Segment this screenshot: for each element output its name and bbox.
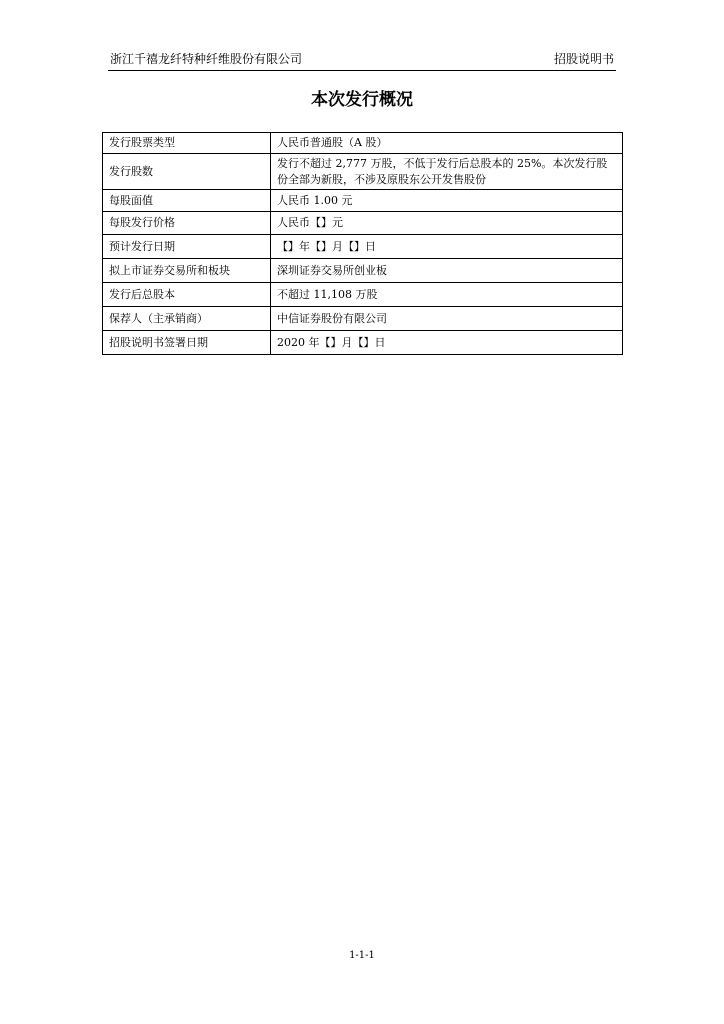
row-label: 每股发行价格 — [103, 212, 271, 235]
row-value: 人民币 1.00 元 — [271, 190, 623, 212]
row-value: 【】年【】月【】日 — [271, 235, 623, 259]
row-value: 深圳证券交易所创业板 — [271, 259, 623, 283]
page-title: 本次发行概况 — [311, 90, 413, 110]
row-label: 拟上市证券交易所和板块 — [103, 259, 271, 283]
header-document-type: 招股说明书 — [553, 52, 614, 66]
row-value: 人民币【】元 — [271, 212, 623, 235]
row-value: 人民币普通股（A 股） — [271, 133, 623, 154]
table-row — [103, 307, 623, 331]
page-header — [108, 50, 616, 71]
row-label: 保荐人（主承销商） — [103, 307, 271, 331]
row-value: 2020 年【】月【】日 — [271, 331, 623, 355]
table-row — [103, 235, 623, 259]
table-row — [103, 190, 623, 212]
row-label: 预计发行日期 — [103, 235, 271, 259]
row-label: 每股面值 — [103, 190, 271, 212]
table-row — [103, 259, 623, 283]
table-row — [103, 154, 623, 190]
row-value: 中信证券股份有限公司 — [271, 307, 623, 331]
table-row — [103, 212, 623, 235]
row-label: 发行股数 — [103, 154, 271, 190]
table-row — [103, 283, 623, 307]
row-label: 发行后总股本 — [103, 283, 271, 307]
table-row — [103, 133, 623, 154]
row-value: 发行不超过 2,777 万股，不低于发行后总股本的 25%。本次发行股份全部为新股，不涉及原股东公开发售股份 — [271, 154, 623, 190]
row-label: 招股说明书签署日期 — [103, 331, 271, 355]
issuance-overview-table — [102, 132, 623, 355]
page-number: 1-1-1 — [349, 950, 375, 961]
row-value: 不超过 11,108 万股 — [271, 283, 623, 307]
table-row — [103, 331, 623, 355]
row-label: 发行股票类型 — [103, 133, 271, 154]
header-company-name: 浙江千禧龙纤特种纤维股份有限公司 — [110, 52, 303, 66]
